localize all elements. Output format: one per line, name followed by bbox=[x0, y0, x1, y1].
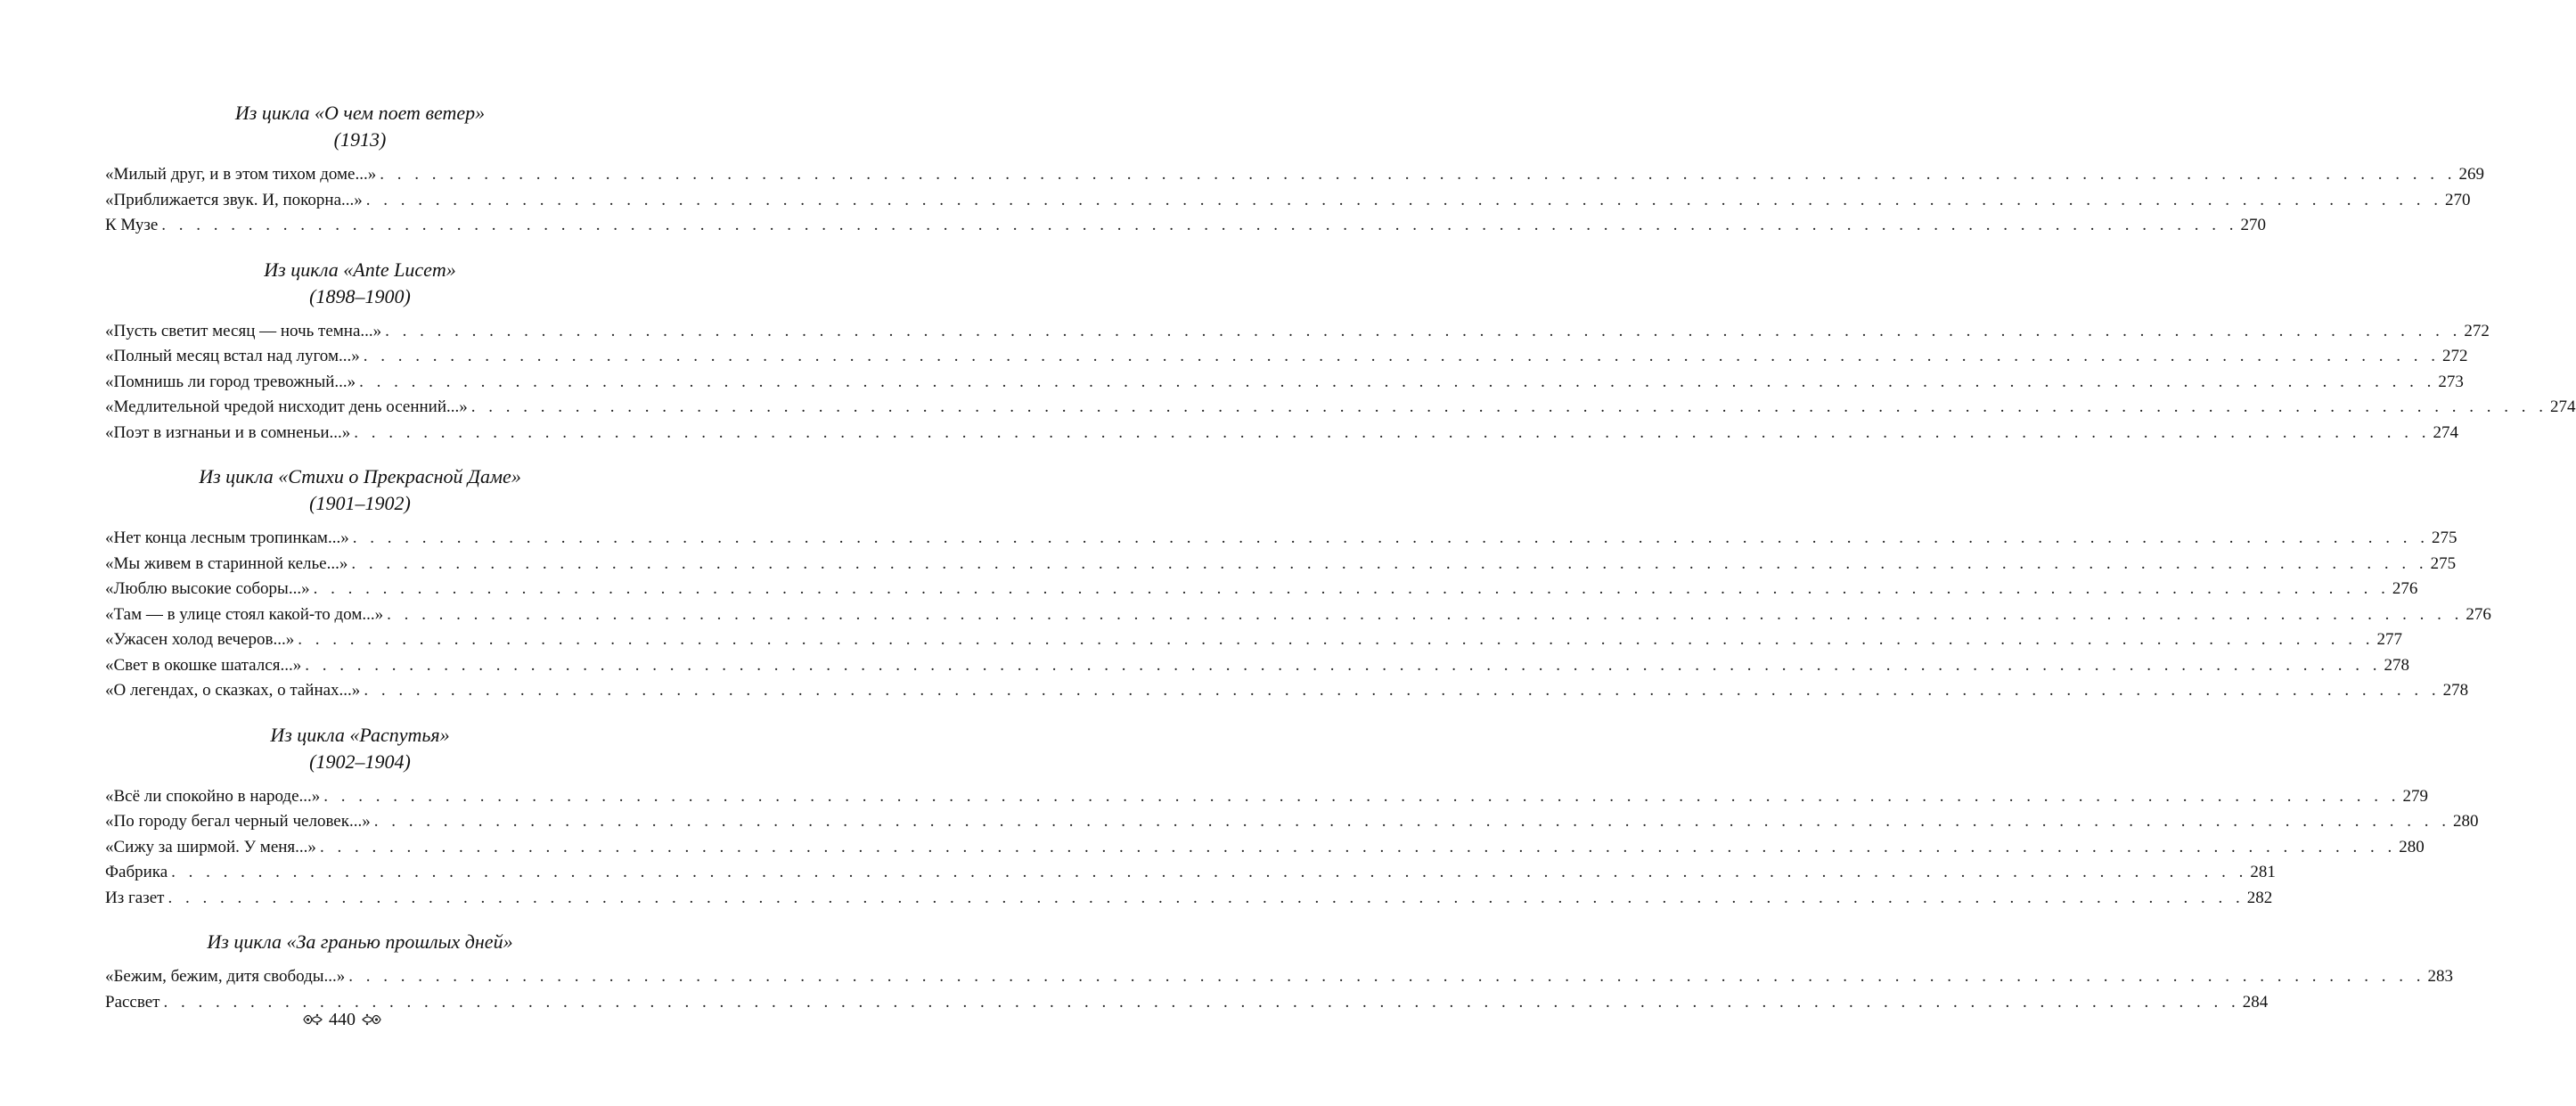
toc-entry bbox=[105, 602, 2491, 628]
toc-entry bbox=[105, 784, 2429, 810]
entry-title: «Бежим, бежим, дитя свободы...» bbox=[105, 967, 346, 986]
dot-leader: . . . . . . . . . . . . . . . . . . . . . . . . . . . . . . . . . . . . . . . . . . . . . . . . . . . . . . . . . . . . . . . . . . . . . . . . . . . . . . . . . . . . . . . . . . . . . . . . . . . . . . . . . . . . . . . . . . . . . . . . bbox=[161, 216, 2238, 234]
page-number: 440 bbox=[329, 1010, 356, 1029]
toc-entry bbox=[105, 552, 2457, 578]
dot-leader: . . . . . . . . . . . . . . . . . . . . . . . . . . . . . . . . . . . . . . . . . . . . . . . . . . . . . . . . . . . . . . . . . . . . . . . . . . . . . . . . . . . . . . . . . . . . . . . . . . . . . . . . . . . . . . . . . . . . . . . . bbox=[323, 786, 2400, 806]
entry-title: «Пусть светит месяц — ночь темна...» bbox=[105, 321, 382, 340]
entry-page-number: 270 bbox=[2240, 216, 2267, 234]
entry-title: «Нет конца лесным тропинкам...» bbox=[105, 528, 349, 547]
entry-page-number: 272 bbox=[2441, 347, 2468, 365]
entry-page-number: 279 bbox=[2402, 786, 2429, 806]
page-footer bbox=[0, 1007, 684, 1032]
entry-title: Рассвет bbox=[105, 992, 160, 1012]
entry-title: «Ужасен холод вечеров...» bbox=[105, 630, 295, 649]
entry-page-number: 276 bbox=[2392, 579, 2418, 598]
entry-title: «Милый друг, и в этом тихом доме...» bbox=[105, 165, 377, 184]
entry-page-number: 269 bbox=[2458, 165, 2484, 184]
toc-section bbox=[105, 722, 2479, 912]
entry-page-number: 280 bbox=[2399, 837, 2425, 856]
entry-title: «Всё ли спокойно в народе...» bbox=[105, 786, 321, 806]
entry-title: «По городу бегал черный человек...» bbox=[105, 812, 371, 831]
entry-page-number: 270 bbox=[2445, 190, 2471, 209]
entry-page-number: 284 bbox=[2242, 992, 2269, 1012]
toc-entry bbox=[105, 627, 2403, 653]
section-years: (1898–1900) bbox=[309, 284, 411, 307]
entry-title: «Свет в окошке шатался...» bbox=[105, 655, 302, 675]
entry-page-number: 275 bbox=[2430, 553, 2457, 573]
entry-title: Из газет bbox=[105, 888, 165, 907]
dot-leader: . . . . . . . . . . . . . . . . . . . . . . . . . . . . . . . . . . . . . . . . . . . . . . . . . . . . . . . . . . . . . . . . . . . . . . . . . . . . . . . . . . . . . . . . . . . . . . . . . . . . . . . . . . . . . . . . . . . . . . . . bbox=[387, 604, 2464, 624]
left-floral-ornament-icon bbox=[302, 1012, 323, 1027]
entry-title: «Приближается звук. И, покорна...» bbox=[105, 190, 363, 209]
entry-page-number: 281 bbox=[2250, 863, 2276, 881]
section-years: (1902–1904) bbox=[309, 750, 411, 773]
entry-title: «Люблю высокие соборы...» bbox=[105, 579, 310, 598]
dot-leader: . . . . . . . . . . . . . . . . . . . . . . . . . . . . . . . . . . . . . . . . . . . . . . . . . . . . . . . . . . . . . . . . . . . . . . . . . . . . . . . . . . . . . . . . . . . . . . . . . . . . . . . . . . . . . . . . . . . . . . . . bbox=[168, 888, 2245, 907]
entry-title: Фабрика bbox=[105, 863, 168, 881]
toc-entry bbox=[105, 526, 2457, 552]
entry-title: «Мы живем в старинной келье...» bbox=[105, 553, 348, 573]
section-heading bbox=[105, 929, 615, 955]
section-years: (1901–1902) bbox=[309, 492, 411, 514]
entry-page-number: 278 bbox=[2442, 681, 2469, 700]
toc-entry bbox=[105, 577, 2418, 602]
entry-page-number: 275 bbox=[2431, 528, 2457, 547]
toc-section bbox=[105, 463, 2491, 704]
dot-leader: . . . . . . . . . . . . . . . . . . . . . . . . . . . . . . . . . . . . . . . . . . . . . . . . . . . . . . . . . . . . . . . . . . . . . . . . . . . . . . . . . . . . . . . . . . . . . . . . . . . . . . . . . . . . . . . . . . . . . . . . bbox=[380, 165, 2457, 184]
entry-title: «О легендах, о сказках, о тайнах...» bbox=[105, 681, 361, 700]
entry-title: «Медлительной чредой нисходит день осенний...» bbox=[105, 397, 468, 416]
entry-title: «Поэт в изгнаньи и в сомненьи...» bbox=[105, 422, 351, 442]
section-years: (1913) bbox=[333, 128, 387, 151]
toc-entry bbox=[105, 188, 2471, 214]
right-floral-ornament-icon bbox=[361, 1012, 382, 1027]
toc-entry bbox=[105, 835, 2425, 861]
dot-leader: . . . . . . . . . . . . . . . . . . . . . . . . . . . . . . . . . . . . . . . . . . . . . . . . . . . . . . . . . . . . . . . . . . . . . . . . . . . . . . . . . . . . . . . . . . . . . . . . . . . . . . . . . . . . . . . . . . . . . . . . bbox=[365, 190, 2442, 209]
dot-leader: . . . . . . . . . . . . . . . . . . . . . . . . . . . . . . . . . . . . . . . . . . . . . . . . . . . . . . . . . . . . . . . . . . . . . . . . . . . . . . . . . . . . . . . . . . . . . . . . . . . . . . . . . . . . . . . . . . . . . . . . bbox=[352, 528, 2429, 547]
dot-leader: . . . . . . . . . . . . . . . . . . . . . . . . . . . . . . . . . . . . . . . . . . . . . . . . . . . . . . . . . . . . . . . . . . . . . . . . . . . . . . . . . . . . . . . . . . . . . . . . . . . . . . . . . . . . . . . . . . . . . . . . bbox=[364, 681, 2441, 700]
entry-page-number: 280 bbox=[2452, 812, 2479, 831]
toc-entry bbox=[105, 213, 2267, 239]
section-heading bbox=[105, 722, 615, 775]
dot-leader: . . . . . . . . . . . . . . . . . . . . . . . . . . . . . . . . . . . . . . . . . . . . . . . . . . . . . . . . . . . . . . . . . . . . . . . . . . . . . . . . . . . . . . . . . . . . . . . . . . . . . . . . . . . . . . . . . . . . . . . . bbox=[171, 863, 2248, 881]
entry-page-number: 274 bbox=[2550, 397, 2576, 416]
dot-leader: . . . . . . . . . . . . . . . . . . . . . . . . . . . . . . . . . . . . . . . . . . . . . . . . . . . . . . . . . . . . . . . . . . . . . . . . . . . . . . . . . . . . . . . . . . . . . . . . . . . . . . . . . . . . . . . . . . . . . . . . bbox=[470, 397, 2547, 416]
section-title: Из цикла «Распутья» bbox=[270, 723, 450, 746]
section-heading bbox=[105, 100, 615, 153]
toc-entry bbox=[105, 344, 2468, 370]
toc-entry bbox=[105, 162, 2484, 188]
dot-leader: . . . . . . . . . . . . . . . . . . . . . . . . . . . . . . . . . . . . . . . . . . . . . . . . . . . . . . . . . . . . . . . . . . . . . . . . . . . . . . . . . . . . . . . . . . . . . . . . . . . . . . . . . . . . . . . . . . . . . . . . bbox=[305, 655, 2382, 675]
dot-leader: . . . . . . . . . . . . . . . . . . . . . . . . . . . . . . . . . . . . . . . . . . . . . . . . . . . . . . . . . . . . . . . . . . . . . . . . . . . . . . . . . . . . . . . . . . . . . . . . . . . . . . . . . . . . . . . . . . . . . . . . bbox=[373, 812, 2450, 831]
entry-title: «Помнишь ли город тревожный...» bbox=[105, 372, 356, 391]
toc-entry bbox=[105, 678, 2469, 704]
entry-title: «Там — в улице стоял какой-то дом...» bbox=[105, 604, 384, 624]
dot-leader: . . . . . . . . . . . . . . . . . . . . . . . . . . . . . . . . . . . . . . . . . . . . . . . . . . . . . . . . . . . . . . . . . . . . . . . . . . . . . . . . . . . . . . . . . . . . . . . . . . . . . . . . . . . . . . . . . . . . . . . . bbox=[351, 553, 2428, 573]
toc-section bbox=[105, 257, 2576, 446]
entry-title: «Сижу за ширмой. У меня...» bbox=[105, 837, 316, 856]
toc-entry bbox=[105, 886, 2273, 912]
toc-entry bbox=[105, 319, 2490, 345]
dot-leader: . . . . . . . . . . . . . . . . . . . . . . . . . . . . . . . . . . . . . . . . . . . . . . . . . . . . . . . . . . . . . . . . . . . . . . . . . . . . . . . . . . . . . . . . . . . . . . . . . . . . . . . . . . . . . . . . . . . . . . . . bbox=[319, 837, 2397, 856]
entry-page-number: 276 bbox=[2466, 604, 2491, 624]
section-heading bbox=[105, 257, 615, 310]
dot-leader: . . . . . . . . . . . . . . . . . . . . . . . . . . . . . . . . . . . . . . . . . . . . . . . . . . . . . . . . . . . . . . . . . . . . . . . . . . . . . . . . . . . . . . . . . . . . . . . . . . . . . . . . . . . . . . . . . . . . . . . . bbox=[354, 422, 2431, 442]
entry-title: К Музе bbox=[105, 216, 159, 234]
dot-leader: . . . . . . . . . . . . . . . . . . . . . . . . . . . . . . . . . . . . . . . . . . . . . . . . . . . . . . . . . . . . . . . . . . . . . . . . . . . . . . . . . . . . . . . . . . . . . . . . . . . . . . . . . . . . . . . . . . . . . . . . bbox=[363, 347, 2440, 365]
toc-entry bbox=[105, 809, 2479, 835]
entry-page-number: 278 bbox=[2384, 655, 2409, 675]
entry-page-number: 273 bbox=[2438, 372, 2464, 391]
section-heading bbox=[105, 463, 615, 517]
toc-entry bbox=[105, 421, 2459, 446]
dot-leader: . . . . . . . . . . . . . . . . . . . . . . . . . . . . . . . . . . . . . . . . . . . . . . . . . . . . . . . . . . . . . . . . . . . . . . . . . . . . . . . . . . . . . . . . . . . . . . . . . . . . . . . . . . . . . . . . . . . . . . . . bbox=[163, 992, 2240, 1012]
section-title: Из цикла «За гранью прошлых дней» bbox=[207, 930, 513, 953]
dot-leader: . . . . . . . . . . . . . . . . . . . . . . . . . . . . . . . . . . . . . . . . . . . . . . . . . . . . . . . . . . . . . . . . . . . . . . . . . . . . . . . . . . . . . . . . . . . . . . . . . . . . . . . . . . . . . . . . . . . . . . . . bbox=[385, 321, 2462, 340]
toc-entry bbox=[105, 395, 2576, 421]
entry-page-number: 282 bbox=[2246, 888, 2273, 907]
section-title: Из цикла «О чем поет ветер» bbox=[234, 102, 486, 124]
section-title: Из цикла «Ante Lucem» bbox=[264, 258, 456, 281]
dot-leader: . . . . . . . . . . . . . . . . . . . . . . . . . . . . . . . . . . . . . . . . . . . . . . . . . . . . . . . . . . . . . . . . . . . . . . . . . . . . . . . . . . . . . . . . . . . . . . . . . . . . . . . . . . . . . . . . . . . . . . . . bbox=[359, 372, 2436, 391]
toc-entry bbox=[105, 653, 2409, 679]
dot-leader: . . . . . . . . . . . . . . . . . . . . . . . . . . . . . . . . . . . . . . . . . . . . . . . . . . . . . . . . . . . . . . . . . . . . . . . . . . . . . . . . . . . . . . . . . . . . . . . . . . . . . . . . . . . . . . . . . . . . . . . . bbox=[298, 630, 2375, 649]
toc-section bbox=[105, 929, 2454, 1015]
entry-title: «Полный месяц встал над лугом...» bbox=[105, 347, 360, 365]
entry-page-number: 283 bbox=[2427, 967, 2454, 986]
table-of-contents bbox=[105, 100, 2576, 1033]
dot-leader: . . . . . . . . . . . . . . . . . . . . . . . . . . . . . . . . . . . . . . . . . . . . . . . . . . . . . . . . . . . . . . . . . . . . . . . . . . . . . . . . . . . . . . . . . . . . . . . . . . . . . . . . . . . . . . . . . . . . . . . . bbox=[348, 967, 2425, 986]
section-title: Из цикла «Стихи о Прекрасной Даме» bbox=[199, 465, 521, 487]
entry-page-number: 274 bbox=[2433, 422, 2459, 442]
dot-leader: . . . . . . . . . . . . . . . . . . . . . . . . . . . . . . . . . . . . . . . . . . . . . . . . . . . . . . . . . . . . . . . . . . . . . . . . . . . . . . . . . . . . . . . . . . . . . . . . . . . . . . . . . . . . . . . . . . . . . . . . bbox=[313, 579, 2390, 598]
toc-section bbox=[105, 100, 2484, 239]
toc-entry bbox=[105, 964, 2454, 990]
toc-entry bbox=[105, 860, 2276, 886]
entry-page-number: 272 bbox=[2464, 321, 2490, 340]
toc-entry bbox=[105, 370, 2464, 396]
entry-page-number: 277 bbox=[2376, 630, 2403, 649]
